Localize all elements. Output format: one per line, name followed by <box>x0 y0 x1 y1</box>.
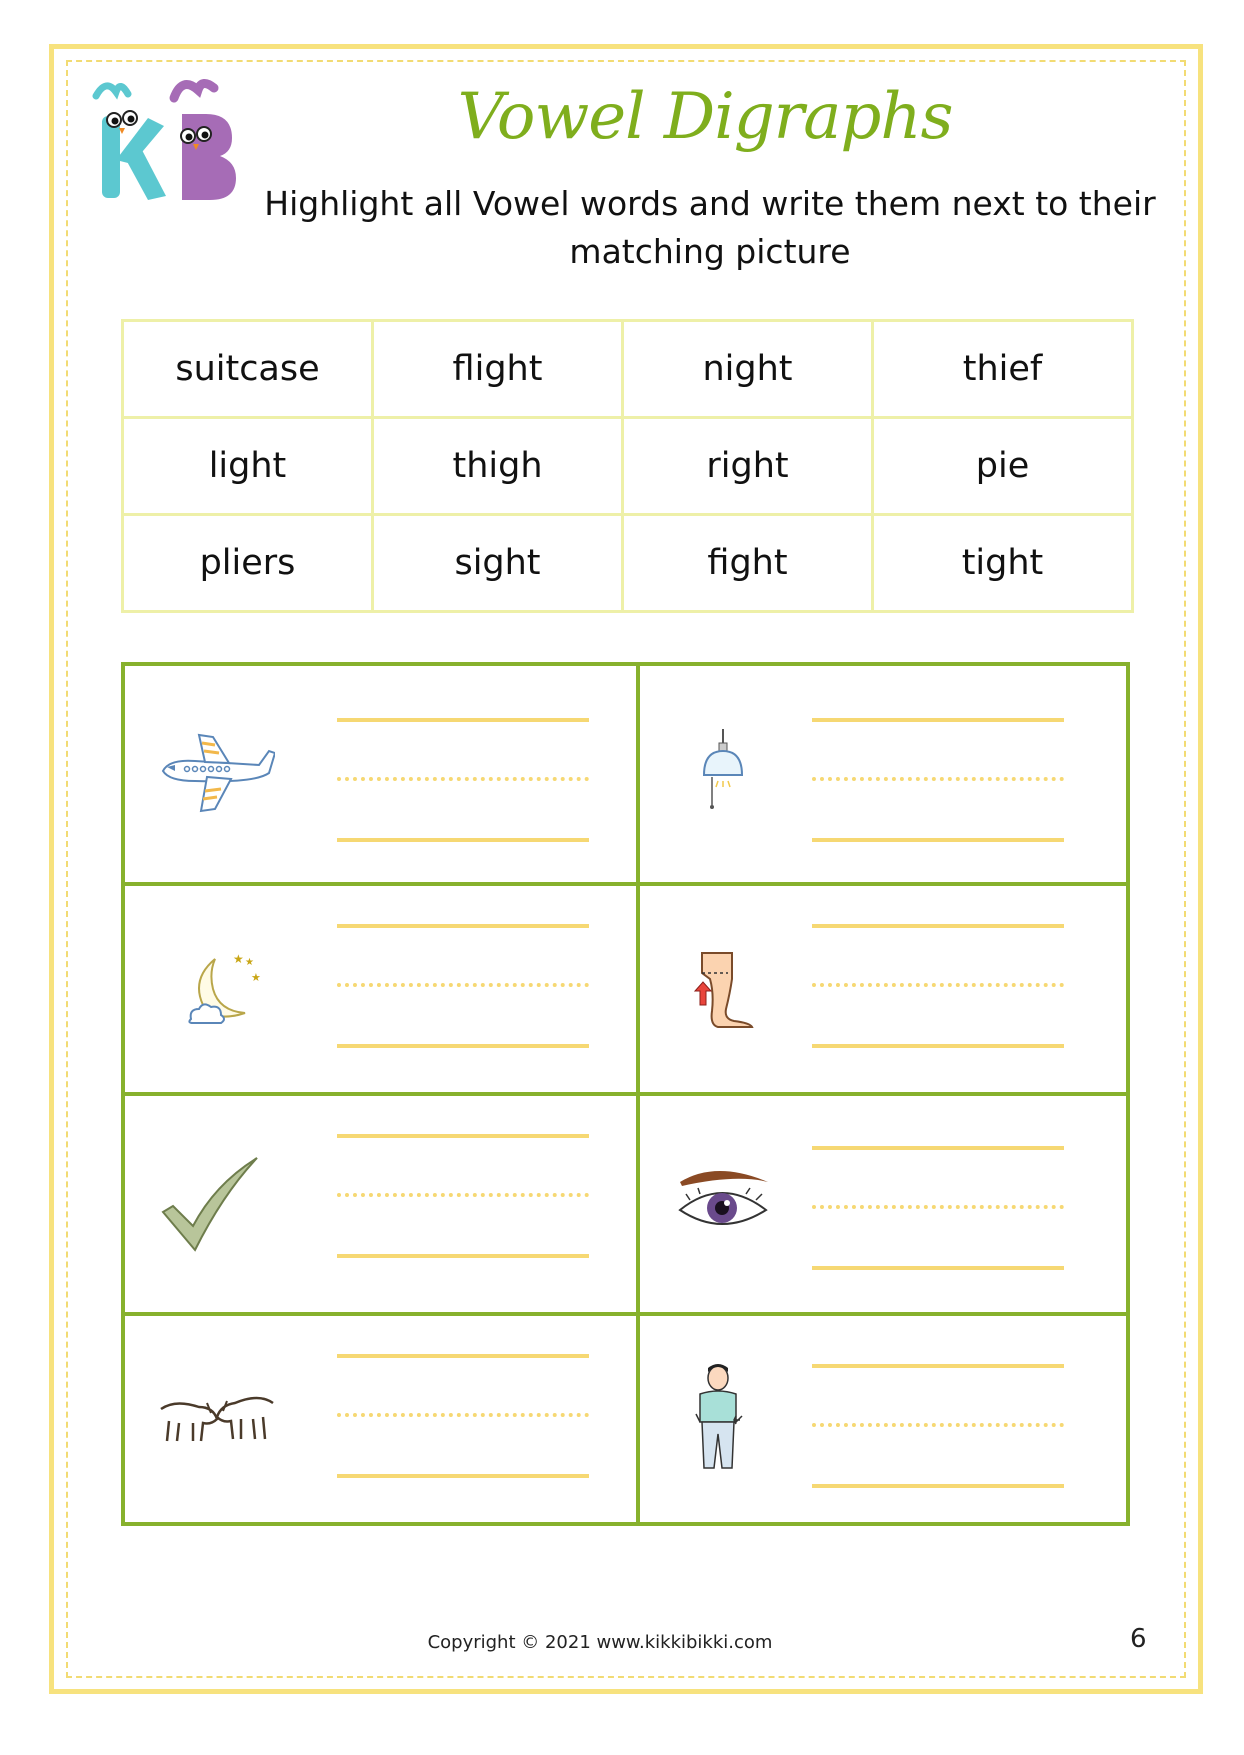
svg-text:★: ★ <box>245 957 254 968</box>
instruction-text: Highlight all Vowel words and write them next to their matching picture <box>264 184 1156 271</box>
moon-stars-icon <box>185 949 265 1029</box>
svg-text:★: ★ <box>251 971 261 984</box>
word-cell[interactable]: tight <box>873 515 1133 612</box>
leg-thigh-icon <box>692 949 756 1029</box>
page-number: 6 <box>1130 1624 1147 1654</box>
word-cell[interactable]: suitcase <box>123 321 373 418</box>
match-cell-airplane <box>123 664 638 884</box>
eye-icon <box>676 1164 772 1244</box>
write-lines[interactable] <box>337 1354 589 1478</box>
fighting-bulls-icon <box>155 1389 279 1449</box>
word-cell[interactable]: thigh <box>373 418 623 515</box>
match-cell-lamp <box>638 664 1128 884</box>
match-cell-eye <box>638 1094 1128 1314</box>
write-lines[interactable] <box>812 924 1064 1048</box>
match-cell-thigh <box>638 884 1128 1094</box>
word-cell[interactable]: thief <box>873 321 1133 418</box>
match-cell-check <box>123 1094 638 1314</box>
copyright-footer: Copyright © 2021 www.kikkibikki.com <box>427 1632 773 1653</box>
write-lines[interactable] <box>337 1134 589 1258</box>
word-cell[interactable]: fight <box>623 515 873 612</box>
checkmark-icon <box>161 1154 261 1254</box>
word-cell[interactable]: pie <box>873 418 1133 515</box>
word-grid <box>121 319 1134 613</box>
matching-grid <box>121 662 1130 1526</box>
write-lines[interactable] <box>337 924 589 1048</box>
word-cell[interactable]: pliers <box>123 515 373 612</box>
word-cell[interactable]: light <box>123 418 373 515</box>
write-lines[interactable] <box>812 1146 1064 1270</box>
match-cell-tight <box>638 1314 1128 1524</box>
match-cell-moon <box>123 884 638 1094</box>
word-cell[interactable]: sight <box>373 515 623 612</box>
airplane-icon <box>155 729 275 819</box>
page-title: Vowel Digraphs <box>457 80 953 154</box>
word-cell[interactable]: right <box>623 418 873 515</box>
kb-logo <box>86 76 246 216</box>
write-lines[interactable] <box>812 718 1064 842</box>
hanging-lamp-icon <box>698 729 748 819</box>
write-lines[interactable] <box>812 1364 1064 1488</box>
write-lines[interactable] <box>337 718 589 842</box>
word-cell[interactable]: night <box>623 321 873 418</box>
tight-waist-person-icon <box>690 1364 750 1474</box>
word-cell[interactable]: flight <box>373 321 623 418</box>
svg-text:★: ★ <box>233 952 244 966</box>
match-cell-fight <box>123 1314 638 1524</box>
